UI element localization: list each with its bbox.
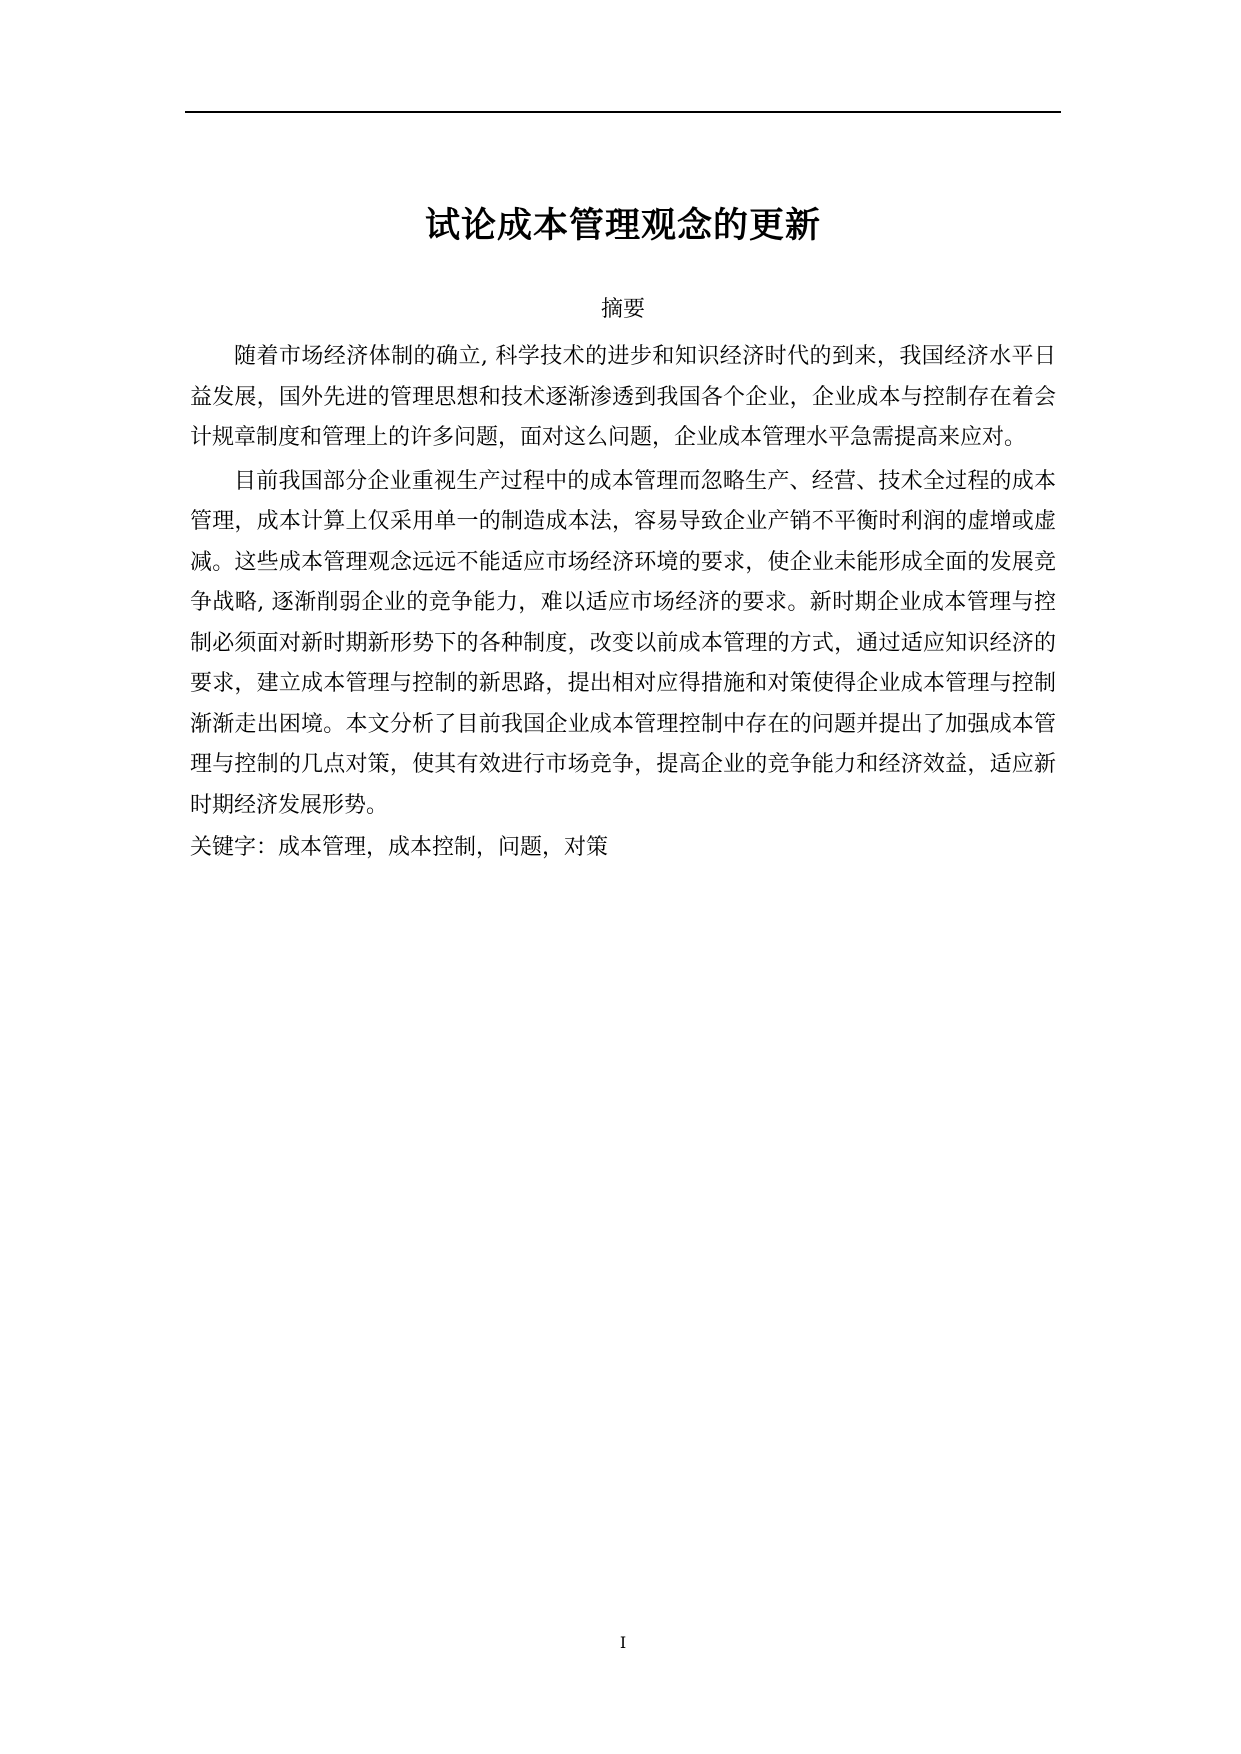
page-number: I	[619, 1633, 627, 1652]
abstract-heading: 摘要	[600, 297, 645, 322]
keywords-value: 成本管理，成本控制，问题，对策	[278, 835, 609, 860]
abstract-body	[190, 337, 1056, 868]
keywords-separator: ：	[256, 835, 279, 860]
abstract-paragraph-1: 随着市场经济体制的确立, 科学技术的进步和知识经济时代的到来，我国经济水平日益发展，国外先进的管理思想和技术逐渐渗透到我国各个企业，企业成本与控制存在着会计规章制度和管理上的许多问题，面对这么问题，企业成本管理水平急需提高来应对。	[190, 344, 1056, 450]
abstract-paragraph-2: 目前我国部分企业重视生产过程中的成本管理而忽略生产、经营、技术全过程的成本管理，成本计算上仅采用单一的制造成本法，容易导致企业产销不平衡时利润的虚增或虚减。这些成本管理观念远远不能适应市场经济环境的要求，使企业未能形成全面的发展竞争战略, 逐渐削弱企业的竞争能力，难以适应市场经济的要求。新时期企业成本管理与控制必须面对新时期新形势下的各种制度，改变以前成本管理的方式，通过适应知识经济的要求，建立成本管理与控制的新思路，提出相对应得措施和对策使得企业成本管理与控制渐渐走出困境。本文分析了目前我国企业成本管理控制中存在的问题并提出了加强成本管理与控制的几点对策，使其有效进行市场竞争，提高企业的竞争能力和经济效益，适应新时期经济发展形势。	[190, 468, 1056, 818]
keywords-label: 关键字	[190, 835, 257, 860]
document-title: 试论成本管理观念的更新	[424, 206, 821, 246]
header-rule	[185, 111, 1061, 113]
keywords-line	[190, 828, 1056, 868]
